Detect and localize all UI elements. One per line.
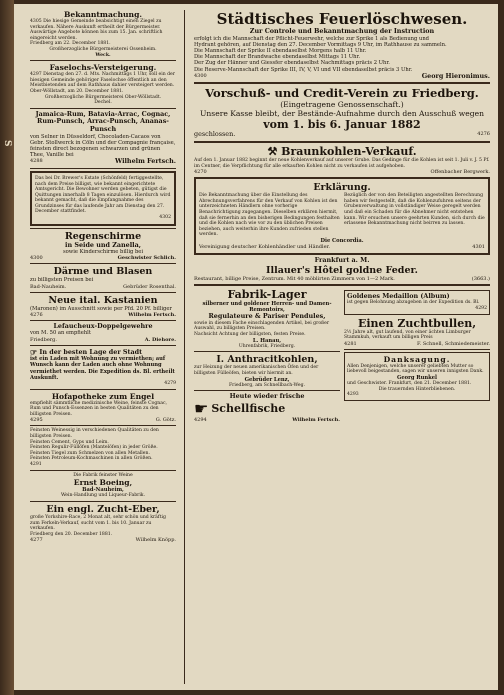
- notice-number: 4293: [347, 392, 359, 398]
- bottom-right-ads: [344, 288, 490, 423]
- notice-body-2: und Geschwister. Frankfurt, den 21. December 1881.: [347, 381, 472, 387]
- ad-rum: [30, 111, 176, 166]
- notice-signature-2: Vereinigung deutscher Kohlenhändler und Händler.: [199, 244, 330, 251]
- notice-title: Faselochs-Versteigerung.: [49, 63, 157, 73]
- ad-name: Wilhelm Fertsch.: [292, 416, 340, 423]
- ad-body: empfiehlt sämmtliche medizinische Weine, feinste Cognac, Rum und Punsch-Essenzen in besten Qualitäten zu den billigsten Preisen.: [30, 400, 168, 417]
- notice-date: Ober-Wöllstadt, am 20. December 1881.: [30, 88, 124, 94]
- ad-title: Ernst Boeing,: [73, 478, 133, 488]
- notice-signature: Großherzogliche Bürgermeisterei Ossenheim.: [49, 46, 157, 52]
- notice-number: 4276: [477, 131, 490, 138]
- notice-number: 4292: [475, 305, 487, 311]
- ad-hofapotheke: [30, 392, 176, 424]
- left-column: [30, 10, 176, 684]
- ad-name: L. Hanau,: [252, 337, 282, 344]
- ad-title: I. Anthracitkohlen,: [216, 354, 318, 366]
- ad-title: Schellfische: [211, 402, 286, 416]
- ad-body: Restaurant, billige Preise, Zentrum. Mit 40 möblirten Zimmern von 1—2 Mark.: [194, 275, 395, 282]
- ad-kastanien: [30, 295, 176, 318]
- notice-feuerloeschwesen: [194, 10, 490, 80]
- list-line: Feinsten Petroleum-Kochmaschinen in allen Größen.: [30, 456, 153, 462]
- ad-number: 4294: [194, 416, 207, 423]
- list-line: Feinsten Tiegel zum Schmelzen von allen Metallen.: [30, 450, 150, 456]
- masthead-line: Die Reserve-Mannschaft der Sprike III, IV, V, VI und VII ebendaselbst präcis 3 Uhr.: [194, 66, 413, 73]
- ad-body: von M. 50 an empfiehlt: [30, 330, 91, 337]
- ad-number: 4276: [30, 311, 43, 318]
- ad-number: 4300: [30, 255, 43, 262]
- pointing-hand-icon: ☞: [30, 346, 38, 357]
- crossed-hammers-icon: ⚒: [267, 145, 278, 158]
- ad-fabrik-lager: [194, 288, 340, 350]
- ad-boeing: [30, 473, 176, 499]
- ad-body: ist ein Laden mit Wohnung zu vermiethen; auf Wunsch kann der Laden auch ohne Wohnung vermiethet werden. Die Expedition ds. Bl. ertheilt Auskunft.: [30, 356, 175, 381]
- notice-name: Weck.: [95, 52, 111, 58]
- list-line: Feinsten Cement, Gyps und Leim.: [30, 439, 109, 445]
- notice-closing: geschlossen.: [194, 130, 236, 139]
- bottom-left-ads: [194, 288, 340, 423]
- notice-text-left: Die Bekanntmachung über die Einstellung des Abrechnungsverfahrens für den Verkauf von Kohlen ist den unterzeichneten Händlern ohne vorherige Benachrichtigung zugegangen. Dieselben erklären hiermit, daß sie fernerhin an den bisherigen Bedingungen festhalten und die Kohlen nach wie vor zu den üblichen Preisen beziehen, auch weiterhin ihre Kunden zufrieden stellen werden.: [199, 193, 340, 238]
- ad-place: Friedberg.: [30, 336, 57, 343]
- masthead-line: Die Mannschaft der Sprike II ebendaselbst Morgens halb 11 Uhr.: [194, 48, 367, 54]
- ad-number: 4288: [30, 158, 43, 165]
- ad-laden: [30, 348, 176, 387]
- ad-body: (Maronen) im Ausschnitt sowie per Pfd. 20 Pf. billiger: [30, 305, 172, 312]
- ad-number: 4281: [344, 340, 357, 347]
- pointing-hand-icon: ☛: [194, 398, 209, 418]
- ad-title: Lefaucheux-Doppelgewehre: [53, 321, 153, 330]
- ad-note: Nachsicht Achtung der billigsten, festen Preise.: [194, 331, 306, 337]
- book-binding: [0, 0, 14, 695]
- notice-signature: Die Concordia.: [320, 237, 364, 244]
- notice-number: 4301: [472, 244, 485, 251]
- notice-signature: Großherzogliche Bürgermeisterei Ober-Wöllstadt.: [44, 94, 162, 100]
- ad-date: Friedberg den 20. December 1881.: [30, 531, 113, 537]
- notice-title: Vorschuß- und Credit-Verein zu Friedberg.: [205, 86, 479, 101]
- ad-body: große Yorkshire-Race, 2 Monat alt, sehr schön und kräftig zum Ferkeln-Verkauf, sucht vom 1. bis 10. Januar zu verkaufen.: [30, 514, 166, 532]
- ad-number: 4295: [30, 417, 43, 424]
- ad-body: 2½ Jahre alt, gut laufend, von einer ächten Limburger Stammkuh, verkauft um billigen Preis: [344, 329, 471, 341]
- ad-number: 4270: [194, 169, 207, 176]
- ad-place: Uhrenfabrik, Friedberg.: [238, 343, 296, 349]
- ad-title: Därme und Blasen: [53, 266, 153, 278]
- ad-body: Auf den 1. Januar 1882 beginnt der neue Kohlenverkauf auf unserer Grube. Das Gedinge für die Kohlen ist seit 1. Juli v. J. 5 Pf. im Centner, die Verpflichtung für alle erkauften Kohlen nicht zu verkaufen ist aufgehoben.: [194, 158, 490, 169]
- notice-subtitle: (Eingetragene Genossenschaft.): [280, 100, 404, 110]
- notice-name: Georg Runkel: [396, 374, 438, 381]
- ad-zuchtbullen: [344, 317, 490, 347]
- ad-body: zu billigsten Preisen bei: [30, 277, 94, 284]
- ad-name: A. Diehore.: [144, 336, 176, 343]
- notice-body: 4305 Die hiesige Gemeinde beabsichtigt einen Ziegel zu verkaufen. Nähere Auskunft ertheilt der Bürgermeister. Auswärtige Angebote können bis zum 15. Jan. schriftlich eingereicht werden.: [30, 19, 163, 41]
- column-divider: [184, 10, 185, 684]
- notice-date-range: vom 1. bis 6. Januar 1882: [263, 118, 421, 132]
- bottom-ads: [194, 288, 490, 423]
- masthead-title: Städtisches Feuerlöschwesen.: [216, 10, 468, 28]
- ad-title: Einen Zuchtbullen,: [357, 316, 477, 330]
- ad-title: Jamaica-Rum, Batavia-Arrac, Cognac, Rum-Punsch, Arrac-Punsch, Ananas-Punsch: [35, 109, 171, 133]
- masthead-line: erfolgt ich die Mannschaft der Pflicht-Feuerwehr, welche zur Sprike 1 als Bedienung und: [194, 35, 429, 42]
- masthead-subtitle: Zur Controle und Bekanntmachung der Instruction: [249, 27, 435, 35]
- notice-text: Das bei Dr. Brewer's Estate (Schönfeld) fertiggestellte, nach dem Preise billigst, wie bekannt eingerichtete Amtsgericht. Die Bewohner werden gebeten, gütigst die Quittungen innerhalb 8 Tagen einzulösen. Hierdurch wird bekannt gemacht, daß die Empfangnahme des Grundzinses für das laufende Jahr am Dienstag den 27. December stattfindet.: [35, 175, 171, 215]
- list-line: Feinsten Weinessig in verschiedenen Qualitäten zu den billigsten Preisen.: [30, 428, 159, 440]
- ad-title: Fabrik-Lager: [227, 287, 307, 301]
- notice-vorschuss-verein: [194, 86, 490, 139]
- notice-number: 4302: [159, 215, 171, 221]
- ad-subtitle: in Seide und Zanella,: [65, 240, 141, 249]
- notice-erklaerung: [194, 177, 490, 255]
- ad-number: 4279: [164, 381, 176, 387]
- notice-signature: Die trauernden Hinterbliebenen.: [378, 386, 456, 392]
- ad-place: Bad-Nauheim.: [30, 283, 67, 290]
- notice-danksagung: [344, 352, 490, 401]
- binding-text: S: [2, 140, 12, 147]
- masthead-line: Der Zug der Hänner und Giessfer ebendaselbst Nachmittags präcis 2 Uhr.: [194, 60, 390, 67]
- notice-number: 4300: [194, 72, 207, 79]
- ad-title: Braunkohlen-Verkauf.: [281, 145, 417, 158]
- notice-body: ist gegen Belohnung abzugeben in der Expedition ds. Bl.: [347, 300, 480, 306]
- ad-hotel: [194, 257, 490, 282]
- ad-zucht-eber: [30, 504, 176, 543]
- notice-title: Danksagung.: [383, 354, 451, 364]
- notice-body: Unsere Kasse bleibt, der Bestände-Aufnahme durch den Ausschuß wegen: [200, 109, 484, 119]
- ad-body: zur Heizung der neuen amerikanischen Öfen und der billigsten Fülleöfen, bieten wir hiermit an.: [194, 365, 319, 376]
- list-line: Feinsten Regulir-Füllöfen (Mantelöfen) in jeder Größe.: [30, 445, 158, 451]
- masthead-line: Die Mannschaft der Brandwache ebendaselbst Mittags 11 Uhr.: [194, 54, 361, 61]
- ad-title: Neue ital. Kastanien: [48, 294, 158, 306]
- notice-date: Friedberg am 22. December 1881.: [30, 41, 111, 47]
- ad-body: sowie Kinderschirme billig bei: [62, 249, 143, 256]
- notice-text-right: Bezüglich der von den Beteiligten angestellten Berechnung haben wir festgestellt, daß die Kohlenzufuhren seitens der Grubenverwaltung in vollständiger Weise geregelt werden und daß ein Schaden für die Abnehmer nicht entstehen kann. Wir ersuchen unsere geehrten Kunden, sich durch die erlassene Bekanntmachung nicht beirren zu lassen.: [344, 193, 485, 227]
- ad-name: Wilhelm Fertsch.: [115, 157, 176, 166]
- ad-feinsten-list: [30, 428, 176, 467]
- ad-name: G. Götz.: [155, 417, 176, 424]
- ad-body: Wein-Handlung und Liqueur-Fabrik.: [60, 493, 146, 499]
- ad-name: Wilhelm Fertsch.: [128, 311, 176, 318]
- notice-signature: Georg Hieronimus.: [421, 71, 490, 80]
- notice-name: Dechel.: [94, 100, 112, 106]
- ad-title: Regenschirme: [64, 230, 142, 242]
- ad-pretitle: Die Fabrik feinster Weine: [73, 472, 133, 478]
- notice-faselochs: [30, 63, 176, 106]
- ad-title: Ein engl. Zucht-Eber,: [46, 503, 160, 515]
- ad-name: Gebrüder Rosenthal.: [123, 283, 176, 290]
- right-column: [194, 10, 490, 684]
- ad-anthracit: [194, 354, 340, 388]
- ad-title: Hofapotheke zum Engel: [51, 391, 155, 401]
- ad-title-2: Regulateure & Pariser Pendules,: [208, 312, 326, 321]
- ad-subtitle: silberner und goldener Herren- und Damen-Remontoirs,: [202, 300, 332, 313]
- masthead-line: Hydrant gehören, auf Dienstag den 27. December Vormittags 9 Uhr, im Rathhause zu sammeln.: [194, 41, 447, 48]
- ad-number: (3663.): [471, 275, 490, 282]
- ad-gewehre: [30, 323, 176, 343]
- notice-title: Goldenes Medaillon (Album): [347, 291, 450, 300]
- notice-title: Bekanntmachung.: [63, 10, 143, 19]
- ad-title: Illauer's Hôtel goldne Feder.: [266, 264, 418, 276]
- notice-boxed: [30, 171, 176, 226]
- ad-number: 4277: [30, 537, 43, 544]
- notice-body: Allen Denjenigen, welche unserer geliebten Mutter so liebevoll beigestanden, sagen wir unseren innigsten Dank.: [347, 363, 484, 375]
- notice-medaillon: [344, 290, 490, 315]
- notice-body: 4297 Dienstag den 27. d. Mts. Nachmittags 1 Uhr, soll ein der hiesigen Gemeinde gehöriger Faselochse öffentlich an den Meistbietenden auf dem Rathhaus dahier versteigert werden.: [30, 72, 175, 89]
- ad-name: Wilhelm Knöpp.: [135, 537, 176, 544]
- ad-body: von Selner in Düsseldorf, Chocoladen-Cacaos von Gebr. Stollwerck in Cöln und der Compagnie française, feinsten direct bezogenen schwarzen und grünen Thee, Vanille bei: [30, 133, 176, 159]
- newspaper-page: [14, 4, 498, 690]
- ad-body: sowie in diesem Fache einschlagenden Artikel, bei großer Auswahl, zu billigsten Preisen.: [194, 320, 330, 332]
- ad-signature: Offenbacher Bergwerk.: [430, 169, 490, 176]
- ad-umbrellas: [30, 231, 176, 262]
- notice-title: Erklärung.: [313, 182, 371, 194]
- ad-number: 4291: [30, 462, 42, 467]
- ad-name: F. Schnell, Schmiedemeister.: [416, 340, 490, 347]
- ad-schellfische: [194, 393, 340, 423]
- ad-place: Bad-Nauheim,: [82, 487, 124, 494]
- ad-name: Gebrüder Lenz,: [244, 376, 290, 383]
- ad-place: Friedberg, am Schnellbach-Weg.: [228, 382, 306, 388]
- ad-daerme: [30, 266, 176, 289]
- ad-name: Geschwister Schlich.: [117, 255, 176, 262]
- ad-title: In der besten Lage der Stadt: [39, 347, 143, 356]
- ad-pretitle: Frankfurt a. M.: [314, 256, 370, 265]
- ad-pretitle: Heute wieder frische: [229, 392, 305, 401]
- notice-bekanntmachung: [30, 10, 176, 58]
- ad-braunkohlen: [194, 145, 490, 175]
